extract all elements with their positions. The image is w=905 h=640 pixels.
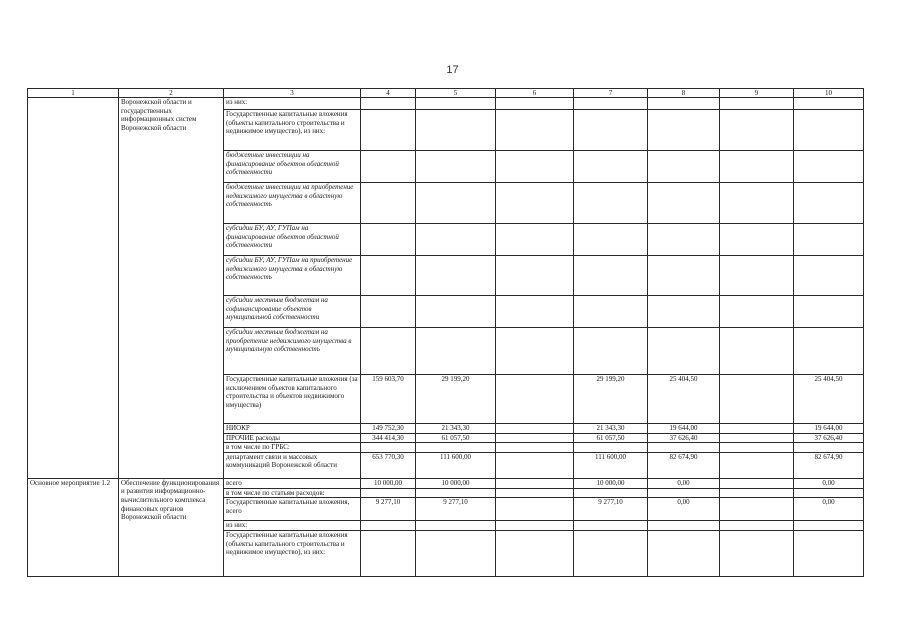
value-col4 — [361, 98, 416, 110]
value-col6 — [496, 183, 574, 224]
value-col6 — [496, 110, 574, 151]
section1-name-cell: Воронежской области и государственных информационных систем Воронежской области — [119, 98, 224, 479]
value-col7: 10 000,00 — [574, 478, 648, 488]
value-col4: 344 414,30 — [361, 433, 416, 443]
value-col5: 61 057,50 — [416, 433, 496, 443]
value-col7 — [574, 110, 648, 151]
header-cell-4: 4 — [361, 89, 416, 98]
header-cell-5: 5 — [416, 89, 496, 98]
value-col8 — [648, 488, 720, 498]
value-col4 — [361, 224, 416, 256]
value-col9 — [720, 375, 794, 424]
value-col6 — [496, 375, 574, 424]
value-col5 — [416, 183, 496, 224]
row-label: НИОКР — [224, 424, 361, 434]
value-col10 — [794, 110, 864, 151]
section1-col1-cell — [28, 98, 119, 479]
row-label: департамент связи и массовых коммуникаций Воронежской области — [224, 452, 361, 478]
value-col7 — [574, 296, 648, 328]
value-col5 — [416, 521, 496, 531]
value-col5 — [416, 256, 496, 296]
value-col7: 29 199,20 — [574, 375, 648, 424]
value-col7 — [574, 521, 648, 531]
value-col5 — [416, 98, 496, 110]
row-label: бюджетные инвестиции на приобретение недвижимого имущества в областную собственность — [224, 183, 361, 224]
value-col4: 9 277,10 — [361, 498, 416, 521]
row-label: из них: — [224, 521, 361, 531]
value-col7 — [574, 224, 648, 256]
header-cell-8: 8 — [648, 89, 720, 98]
value-col5 — [416, 151, 496, 183]
table-row — [28, 478, 864, 488]
value-col5 — [416, 488, 496, 498]
value-col9 — [720, 296, 794, 328]
row-label: из них: — [224, 98, 361, 110]
value-col4 — [361, 488, 416, 498]
value-col8 — [648, 98, 720, 110]
value-col7: 9 277,10 — [574, 498, 648, 521]
value-col8: 0,00 — [648, 478, 720, 488]
value-col8 — [648, 328, 720, 375]
value-col7: 61 057,50 — [574, 433, 648, 443]
row-label: субсидии местным бюджетам на приобретение недвижимого имущества в муниципальную собственность — [224, 328, 361, 375]
value-col6 — [496, 224, 574, 256]
row-label: субсидии БУ, АУ, ГУПам на приобретение недвижимого имущества в областную собственность — [224, 256, 361, 296]
value-col4 — [361, 328, 416, 375]
value-col10: 0,00 — [794, 478, 864, 488]
value-col9 — [720, 498, 794, 521]
header-cell-3: 3 — [224, 89, 361, 98]
value-col5: 29 199,20 — [416, 375, 496, 424]
value-col10: 82 674,90 — [794, 452, 864, 478]
value-col10 — [794, 328, 864, 375]
value-col10: 37 626,40 — [794, 433, 864, 443]
value-col6 — [496, 151, 574, 183]
value-col6 — [496, 452, 574, 478]
value-col6 — [496, 521, 574, 531]
row-label: Государственные капитальные вложения (за исключением объектов капитального строительства и объектов недвижимого имущества) — [224, 375, 361, 424]
row-label: бюджетные инвестиции на финансирование объектов областной собственности — [224, 151, 361, 183]
row-label: всего — [224, 478, 361, 488]
value-col8 — [648, 530, 720, 576]
value-col9 — [720, 151, 794, 183]
value-col10 — [794, 151, 864, 183]
value-col6 — [496, 488, 574, 498]
value-col9 — [720, 452, 794, 478]
value-col9 — [720, 98, 794, 110]
value-col8: 0,00 — [648, 498, 720, 521]
header-cell-10: 10 — [794, 89, 864, 98]
value-col10 — [794, 224, 864, 256]
value-col9 — [720, 224, 794, 256]
value-col4 — [361, 110, 416, 151]
header-cell-6: 6 — [496, 89, 574, 98]
value-col10 — [794, 488, 864, 498]
value-col5 — [416, 110, 496, 151]
value-col4: 149 752,30 — [361, 424, 416, 434]
value-col9 — [720, 478, 794, 488]
value-col10: 25 404,50 — [794, 375, 864, 424]
row-label: Государственные капитальные вложения (объекты капитального строительства и недвижимое имущество), из них: — [224, 110, 361, 151]
value-col5: 21 343,30 — [416, 424, 496, 434]
activity-code-cell: Основное мероприятие 1.2 — [28, 478, 119, 576]
value-col4 — [361, 443, 416, 453]
value-col8 — [648, 443, 720, 453]
value-col8 — [648, 256, 720, 296]
value-col9 — [720, 256, 794, 296]
value-col6 — [496, 328, 574, 375]
value-col7 — [574, 183, 648, 224]
value-col7: 21 343,30 — [574, 424, 648, 434]
value-col4: 10 000,00 — [361, 478, 416, 488]
value-col7: 111 600,00 — [574, 452, 648, 478]
value-col9 — [720, 433, 794, 443]
value-col10 — [794, 256, 864, 296]
value-col5: 111 600,00 — [416, 452, 496, 478]
value-col4: 653 770,30 — [361, 452, 416, 478]
value-col6 — [496, 443, 574, 453]
value-col5 — [416, 443, 496, 453]
value-col7 — [574, 98, 648, 110]
value-col6 — [496, 498, 574, 521]
value-col5 — [416, 224, 496, 256]
header-cell-1: 1 — [28, 89, 119, 98]
row-label: субсидии местным бюджетам на софинансирование объектов муниципальной собственности — [224, 296, 361, 328]
activity-name-cell: Обеспечение функционирования и развития информационно-вычислительного комплекса финансовых органов Воронежской области — [119, 478, 224, 576]
value-col9 — [720, 424, 794, 434]
value-col6 — [496, 433, 574, 443]
value-col9 — [720, 443, 794, 453]
row-label: субсидии БУ, АУ, ГУПам на финансирование объектов областной собственности — [224, 224, 361, 256]
value-col4: 159 603,70 — [361, 375, 416, 424]
value-col8 — [648, 224, 720, 256]
header-row — [28, 89, 864, 98]
program-table — [27, 88, 864, 577]
value-col10 — [794, 530, 864, 576]
value-col4 — [361, 530, 416, 576]
page-number: 17 — [446, 64, 459, 76]
value-col7 — [574, 328, 648, 375]
value-col5: 10 000,00 — [416, 478, 496, 488]
value-col4 — [361, 296, 416, 328]
value-col7 — [574, 443, 648, 453]
value-col6 — [496, 478, 574, 488]
value-col8 — [648, 110, 720, 151]
value-col8: 37 626,40 — [648, 433, 720, 443]
value-col6 — [496, 256, 574, 296]
value-col10: 19 644,00 — [794, 424, 864, 434]
value-col8: 19 644,00 — [648, 424, 720, 434]
value-col9 — [720, 183, 794, 224]
row-label: в том числе по ГРБС: — [224, 443, 361, 453]
value-col8: 25 404,50 — [648, 375, 720, 424]
value-col7 — [574, 530, 648, 576]
value-col4 — [361, 151, 416, 183]
header-cell-9: 9 — [720, 89, 794, 98]
row-label: Государственные капитальные вложения, всего — [224, 498, 361, 521]
value-col5 — [416, 328, 496, 375]
value-col4 — [361, 183, 416, 224]
value-col8 — [648, 296, 720, 328]
value-col9 — [720, 488, 794, 498]
value-col5: 9 277,10 — [416, 498, 496, 521]
value-col10 — [794, 521, 864, 531]
header-cell-7: 7 — [574, 89, 648, 98]
value-col9 — [720, 110, 794, 151]
row-label: ПРОЧИЕ расходы — [224, 433, 361, 443]
value-col8 — [648, 183, 720, 224]
value-col6 — [496, 424, 574, 434]
value-col6 — [496, 296, 574, 328]
value-col9 — [720, 328, 794, 375]
value-col8 — [648, 151, 720, 183]
value-col6 — [496, 530, 574, 576]
value-col8 — [648, 521, 720, 531]
value-col10 — [794, 183, 864, 224]
value-col5 — [416, 530, 496, 576]
value-col5 — [416, 296, 496, 328]
value-col9 — [720, 530, 794, 576]
value-col4 — [361, 521, 416, 531]
header-cell-2: 2 — [119, 89, 224, 98]
value-col10 — [794, 98, 864, 110]
value-col4 — [361, 256, 416, 296]
value-col6 — [496, 98, 574, 110]
value-col7 — [574, 488, 648, 498]
value-col9 — [720, 521, 794, 531]
value-col10 — [794, 296, 864, 328]
value-col7 — [574, 256, 648, 296]
value-col8: 82 674,90 — [648, 452, 720, 478]
table-row — [28, 98, 864, 110]
value-col10: 0,00 — [794, 498, 864, 521]
value-col7 — [574, 151, 648, 183]
value-col10 — [794, 443, 864, 453]
row-label: в том числе по статьям расходов: — [224, 488, 361, 498]
row-label: Государственные капитальные вложения (объекты капитального строительства и недвижимое имущество), из них: — [224, 530, 361, 576]
